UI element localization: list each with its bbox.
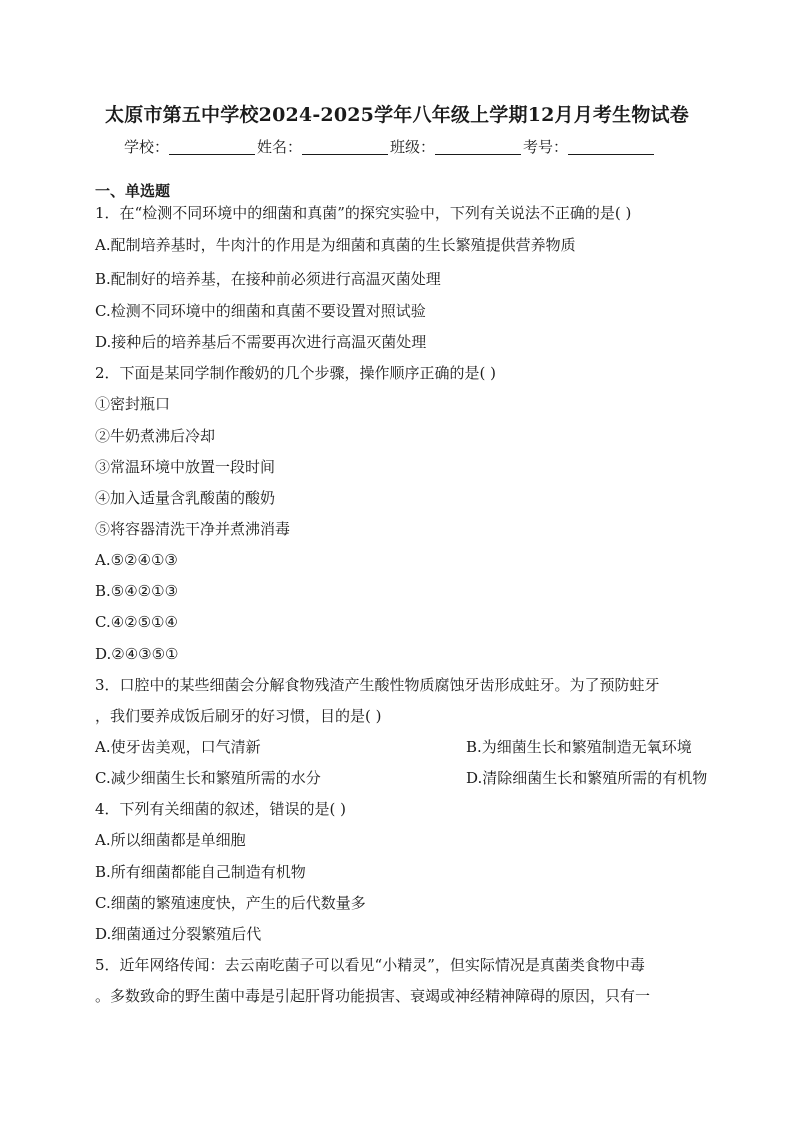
question-1-option-c: C.检测不同环境中的细菌和真菌不要设置对照试验 xyxy=(95,302,426,320)
question-5-stem-line-1: 5．近年网络传闻：去云南吃菌子可以看见“小精灵”，但实际情况是真菌类食物中毒 xyxy=(95,956,645,974)
section-title: 一、单选题 xyxy=(95,182,171,200)
question-3-options-row-2 xyxy=(95,768,715,788)
exam-title: 太原市第五中学校2024-2025学年八年级上学期12月月考生物试卷 xyxy=(105,104,689,126)
question-4-stem: 4．下列有关细菌的叙述，错误的是( ) xyxy=(95,800,347,818)
question-4-option-d: D.细菌通过分裂繁殖后代 xyxy=(95,925,262,943)
question-1-option-d: D.接种后的培养基后不需要再次进行高温灭菌处理 xyxy=(95,333,427,351)
question-3-option-a: A.使牙齿美观，口气清新 xyxy=(95,738,261,756)
question-2-option-a: A.⑤②④①③ xyxy=(95,551,178,569)
question-3-option-c: C.减少细菌生长和繁殖所需的水分 xyxy=(95,769,321,787)
class-label: 班级： xyxy=(390,138,436,156)
question-3-option-d: D.清除细菌生长和繁殖所需的有机物 xyxy=(466,769,708,787)
question-1-option-a: A.配制培养基时，牛肉汁的作用是为细菌和真菌的生长繁殖提供营养物质 xyxy=(95,236,576,254)
class-blank[interactable] xyxy=(435,139,521,155)
name-label: 姓名： xyxy=(257,138,303,156)
question-2-step-4: ④加入适量含乳酸菌的酸奶 xyxy=(95,489,276,507)
question-3-stem-line-1: 3．口腔中的某些细菌会分解食物残渣产生酸性物质腐蚀牙齿形成蛀牙。为了预防蛀牙 xyxy=(95,676,660,694)
question-3-stem-line-2: ，我们要养成饭后刷牙的好习惯，目的是( ) xyxy=(95,707,382,725)
question-2-step-3: ③常温环境中放置一段时间 xyxy=(95,458,276,476)
school-blank[interactable] xyxy=(169,139,255,155)
question-3-options-row-1 xyxy=(95,737,715,757)
question-2-stem: 2．下面是某同学制作酸奶的几个步骤，操作顺序正确的是( ) xyxy=(95,364,497,382)
question-2-step-5: ⑤将容器清洗干净并煮沸消毒 xyxy=(95,520,291,538)
question-1-option-b: B.配制好的培养基，在接种前必须进行高温灭菌处理 xyxy=(95,270,441,288)
question-1-stem: 1．在“检测不同环境中的细菌和真菌”的探究实验中，下列有关说法不正确的是( ) xyxy=(95,204,632,222)
question-2-step-1: ①密封瓶口 xyxy=(95,395,171,413)
name-blank[interactable] xyxy=(302,139,388,155)
question-3-option-b: B.为细菌生长和繁殖制造无氧环境 xyxy=(466,738,692,756)
school-label: 学校： xyxy=(124,138,170,156)
student-info-row xyxy=(124,136,656,157)
question-2-step-2: ②牛奶煮沸后冷却 xyxy=(95,427,216,445)
question-5-stem-line-2: 。多数致命的野生菌中毒是引起肝肾功能损害、衰竭或神经精神障碍的原因，只有一 xyxy=(95,987,651,1005)
question-4-option-a: A.所以细菌都是单细胞 xyxy=(95,831,246,849)
question-4-option-b: B.所有细菌都能自己制造有机物 xyxy=(95,863,306,881)
exam-number-label: 考号： xyxy=(523,138,569,156)
exam-number-blank[interactable] xyxy=(568,139,654,155)
question-4-option-c: C.细菌的繁殖速度快，产生的后代数量多 xyxy=(95,894,366,912)
question-2-option-c: C.④②⑤①④ xyxy=(95,613,178,631)
question-2-option-d: D.②④③⑤① xyxy=(95,645,179,663)
question-2-option-b: B.⑤④②①③ xyxy=(95,582,179,600)
